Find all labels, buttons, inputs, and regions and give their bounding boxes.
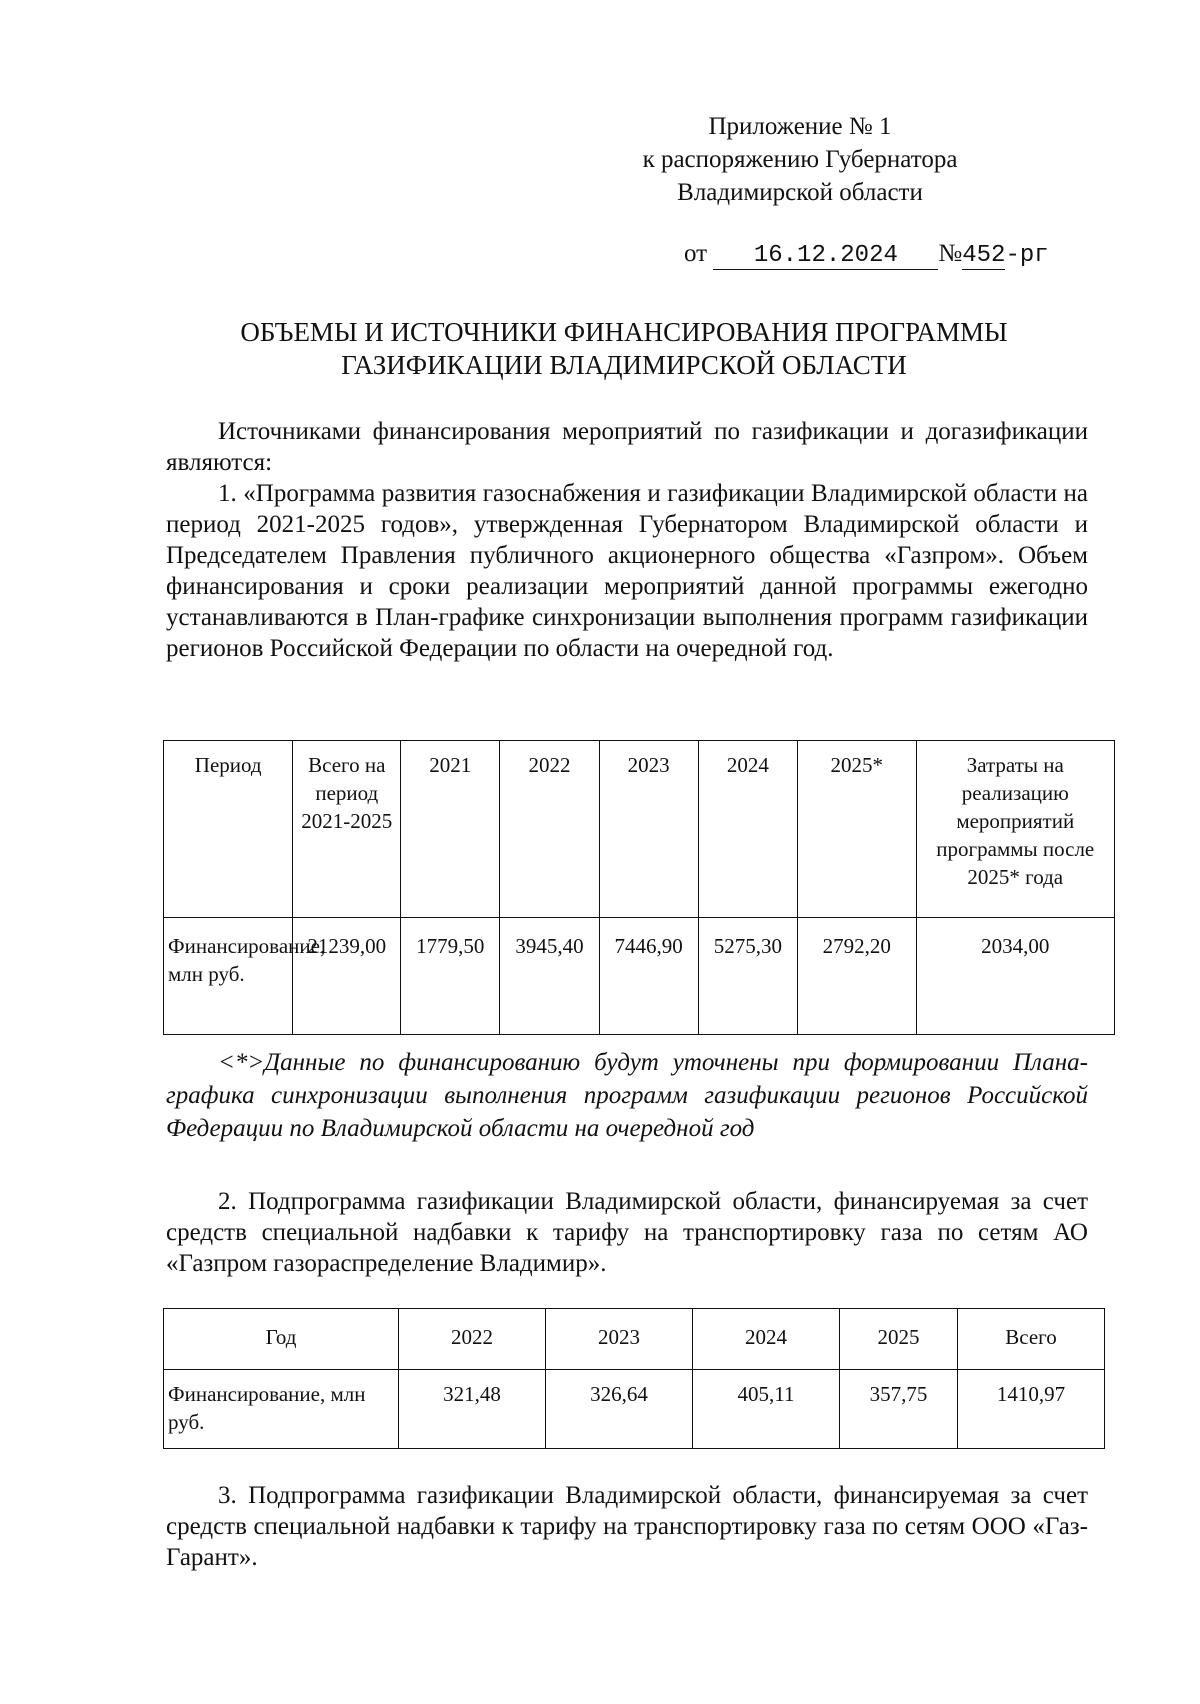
- table-2-cell: 1410,97: [958, 1370, 1105, 1449]
- table-1-cell: 3945,40: [500, 918, 599, 1035]
- table-1-data-row: [164, 918, 1115, 1035]
- table-2-header-row: [164, 1309, 1105, 1370]
- footnote: [166, 1046, 1088, 1145]
- table-1-row-label: Финансирование, млн руб.: [164, 918, 293, 1035]
- financing-table-2: [163, 1308, 1105, 1449]
- table-1-cell: 21239,00: [293, 918, 401, 1035]
- table-1-cell: 7446,90: [599, 918, 698, 1035]
- item-3-text: 3. Подпрограмма газификации Владимирской области, финансируемая за счет средств специальной надбавки к тарифу на транспортировку газа по сетям ООО «Газ-Гарант».: [166, 1482, 1088, 1571]
- table-2-cell: 326,64: [546, 1370, 693, 1449]
- appendix-header: [600, 110, 1000, 209]
- title-line-2: ГАЗИФИКАЦИИ ВЛАДИМИРСКОЙ ОБЛАСТИ: [341, 350, 907, 380]
- table-1-header-row: [164, 741, 1115, 918]
- appendix-line-1: Приложение № 1: [708, 113, 892, 140]
- table-1-header-cell: 2024: [698, 741, 797, 918]
- decree-reference: [684, 240, 1049, 270]
- decree-number: 452: [962, 242, 1006, 269]
- table-1-header-cell: Период: [164, 741, 293, 918]
- table-1-header-cell: Всего на период 2021-2025: [293, 741, 401, 918]
- item-3-paragraph: [166, 1480, 1088, 1573]
- table-1-cell: 5275,30: [698, 918, 797, 1035]
- table-2-data-row: [164, 1370, 1105, 1449]
- table-1-header-cell: Затраты на реализацию мероприятий программы после 2025* года: [916, 741, 1114, 918]
- table-2-cell: 405,11: [693, 1370, 840, 1449]
- appendix-line-2: к распоряжению Губернатора: [642, 146, 958, 173]
- intro-text: Источниками финансирования мероприятий по газификации и догазификации являются:: [166, 418, 1088, 476]
- appendix-line-3: Владимирской области: [677, 179, 923, 206]
- footnote-text: <*>Данные по финансированию будут уточнены при формировании Плана-графика синхронизации выполнения программ газификации регионов Российской Федерации по Владимирской области на очередной год: [166, 1049, 1088, 1142]
- financing-table-1: [163, 740, 1115, 1035]
- table-2-header-cell: 2023: [546, 1309, 693, 1370]
- table-1-header-cell: 2023: [599, 741, 698, 918]
- table-2-header-cell: 2022: [399, 1309, 546, 1370]
- table-2-header-cell: 2024: [693, 1309, 840, 1370]
- decree-suffix: -рг: [1005, 242, 1049, 269]
- table-2-row-label: Финансирование, млн руб.: [164, 1370, 399, 1449]
- item-1-text: 1. «Программа развития газоснабжения и газификации Владимирской области на период 2021-2025 годов», утвержденная Губернатором Владимирской области и Председателем Правления публичного акционерного общества «Газпром». Объем финансирования и сроки реализации мероприятий данной программы ежегодно устанавливаются в План-графике синхронизации выполнения программ газификации регионов Российской Федерации по области на очередной год.: [166, 480, 1088, 662]
- table-1-header-cell: 2021: [401, 741, 500, 918]
- intro-paragraph: [166, 416, 1088, 478]
- table-2-header-cell: 2025: [840, 1309, 958, 1370]
- decree-number-prefix: №: [938, 240, 963, 267]
- table-1-header-cell: 2022: [500, 741, 599, 918]
- table-1-cell: 2792,20: [797, 918, 916, 1035]
- table-1-header-cell: 2025*: [797, 741, 916, 918]
- document-title: [160, 316, 1088, 382]
- decree-date: 16.12.2024: [713, 242, 938, 270]
- table-2-cell: 321,48: [399, 1370, 546, 1449]
- table-1-cell: 2034,00: [916, 918, 1114, 1035]
- decree-prefix: от: [684, 240, 708, 267]
- item-2-paragraph: [166, 1186, 1088, 1279]
- item-1-paragraph: [166, 478, 1088, 664]
- title-line-1: ОБЪЕМЫ И ИСТОЧНИКИ ФИНАНСИРОВАНИЯ ПРОГРАММЫ: [240, 317, 1008, 347]
- table-1-cell: 1779,50: [401, 918, 500, 1035]
- table-2-cell: 357,75: [840, 1370, 958, 1449]
- table-2-header-cell: Всего: [958, 1309, 1105, 1370]
- table-2-header-cell: Год: [164, 1309, 399, 1370]
- item-2-text: 2. Подпрограмма газификации Владимирской области, финансируемая за счет средств специальной надбавки к тарифу на транспортировку газа по сетям АО «Газпром газораспределение Владимир».: [166, 1188, 1088, 1277]
